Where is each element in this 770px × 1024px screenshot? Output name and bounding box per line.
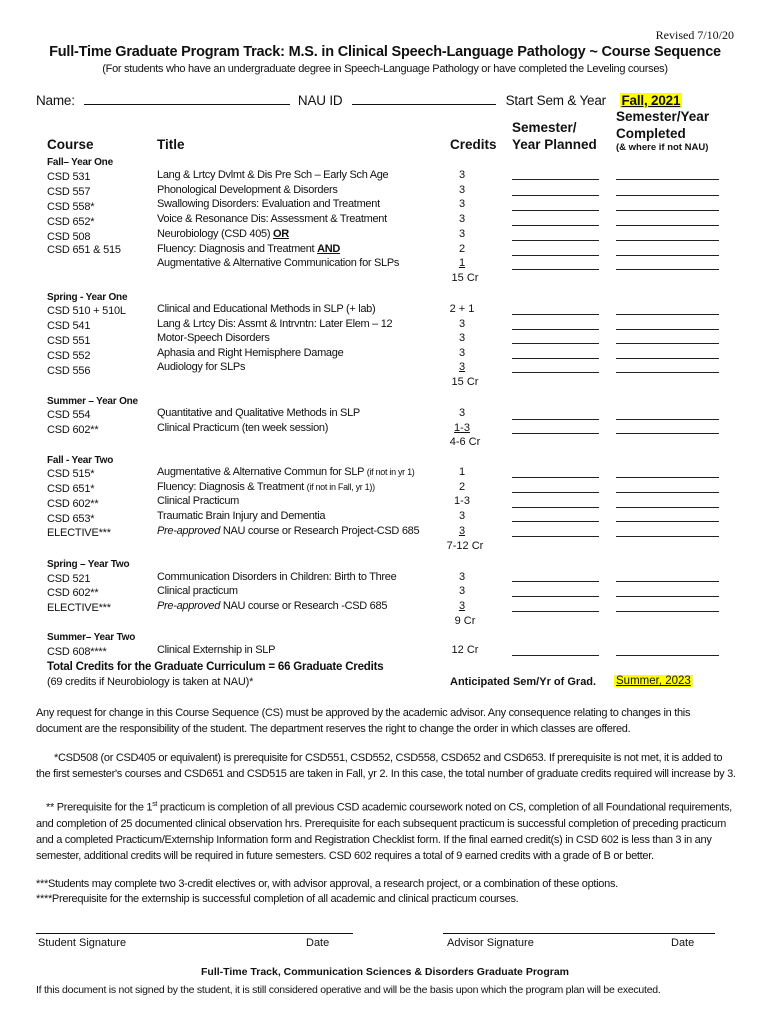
- semester-planned-blank[interactable]: [512, 254, 599, 256]
- semester-planned-blank[interactable]: [512, 268, 599, 270]
- course-title: Aphasia and Right Hemisphere Damage: [157, 347, 344, 359]
- anticipated-grad-label: Anticipated Sem/Yr of Grad.: [450, 676, 597, 688]
- course-note: (if not in Fall, yr 1)): [306, 482, 375, 492]
- course-code: CSD 552: [47, 350, 91, 362]
- course-credits: 3: [458, 332, 466, 344]
- semester-planned-blank[interactable]: [512, 520, 599, 522]
- course-code: CSD 508: [47, 231, 91, 243]
- course-credits: 2 + 1: [449, 303, 475, 315]
- semester-completed-blank[interactable]: [616, 418, 719, 420]
- semester-completed-blank[interactable]: [616, 491, 719, 493]
- semester-planned-blank[interactable]: [512, 371, 599, 373]
- semester-planned-blank[interactable]: [512, 535, 599, 537]
- semester-completed-blank[interactable]: [616, 342, 719, 344]
- course-code: CSD 551: [47, 335, 91, 347]
- semester-planned-blank[interactable]: [512, 654, 599, 656]
- course-code: ELECTIVE***: [47, 602, 111, 614]
- course-code: CSD 602**: [47, 498, 99, 510]
- elective-note: ***Students may complete two 3-credit electives or, with advisor approval, a research project, or a combination of these options.: [36, 878, 618, 890]
- semester-planned-blank[interactable]: [512, 194, 599, 196]
- semester-planned-blank[interactable]: [512, 224, 599, 226]
- semester-completed-blank[interactable]: [616, 313, 719, 315]
- course-title: Motor-Speech Disorders: [157, 332, 270, 344]
- semester-planned-blank[interactable]: [512, 595, 599, 597]
- semester-completed-blank[interactable]: [616, 194, 719, 196]
- course-credits: 3: [458, 361, 466, 373]
- course-credits: 3: [458, 571, 466, 583]
- column-title: Title: [157, 137, 185, 152]
- column-semester-completed-line1: Semester/Year: [616, 109, 710, 124]
- column-semester-completed-note: (& where if not NAU): [616, 142, 709, 153]
- total-credits-line: Total Credits for the Graduate Curriculum = 66 Graduate Credits: [47, 661, 384, 673]
- and-connector: AND: [317, 243, 341, 255]
- course-credits: 2: [458, 243, 466, 255]
- course-code: CSD 554: [47, 409, 91, 421]
- semester-planned-blank[interactable]: [512, 178, 599, 180]
- semester-completed-blank[interactable]: [616, 178, 719, 180]
- course-title: Audiology for SLPs: [157, 361, 246, 373]
- section-label-spring-year-one: Spring - Year One: [47, 292, 128, 303]
- course-code: CSD 652*: [47, 216, 95, 228]
- section-total-credits: 15 Cr: [451, 272, 479, 284]
- course-title: Augmentative & Alternative Commun for SLP: [157, 466, 367, 478]
- course-title: Lang & Lrtcy Dvlmt & Dis Pre Sch – Early Sch Age: [157, 169, 389, 181]
- semester-completed-blank[interactable]: [616, 610, 719, 612]
- course-credits: 1: [458, 466, 466, 478]
- course-code: CSD 541: [47, 320, 91, 332]
- course-title: Phonological Development & Disorders: [157, 184, 338, 196]
- semester-completed-blank[interactable]: [616, 357, 719, 359]
- course-title: Clinical practicum: [157, 585, 238, 597]
- start-sem-value: Fall, 2021: [621, 93, 681, 108]
- semester-planned-blank[interactable]: [512, 610, 599, 612]
- advisor-signature-line[interactable]: [443, 933, 715, 935]
- preapproved-label: Pre-approved: [157, 525, 221, 537]
- course-title: Voice & Resonance Dis: Assessment & Treatment: [157, 213, 387, 225]
- course-code: CSD 602**: [47, 424, 99, 436]
- course-credits: 3: [458, 347, 466, 359]
- course-title-row: [157, 525, 419, 537]
- name-field[interactable]: [84, 92, 290, 105]
- semester-planned-blank[interactable]: [512, 313, 599, 315]
- externship-note: ****Prerequisite for the externship is successful completion of all academic and clinical practicum courses.: [36, 893, 519, 905]
- semester-planned-blank[interactable]: [512, 506, 599, 508]
- semester-completed-blank[interactable]: [616, 371, 719, 373]
- footer-title: Full-Time Track, Communication Sciences & Disorders Graduate Program: [201, 966, 569, 978]
- course-title-row: [157, 228, 289, 240]
- course-title: Lang & Lrtcy Dis: Assmt & Intrvntn: Later Elem – 12: [157, 318, 393, 330]
- semester-completed-blank[interactable]: [616, 254, 719, 256]
- semester-completed-blank[interactable]: [616, 239, 719, 241]
- document-title: Full-Time Graduate Program Track: M.S. in Clinical Speech-Language Pathology ~ Course Sequence: [49, 44, 721, 60]
- course-credits: 2: [458, 481, 466, 493]
- section-total-credits: 15 Cr: [451, 376, 479, 388]
- superscript: st: [152, 801, 158, 808]
- course-credits: 3: [458, 525, 466, 537]
- course-credits: 3: [458, 228, 466, 240]
- course-credits: 3: [458, 213, 466, 225]
- course-title: Neurobiology (CSD 405): [157, 228, 273, 240]
- semester-planned-blank[interactable]: [512, 342, 599, 344]
- semester-completed-blank[interactable]: [616, 580, 719, 582]
- nau-id-field[interactable]: [352, 92, 496, 105]
- course-code: CSD 651 & 515: [47, 244, 121, 256]
- course-credits: 3: [458, 318, 466, 330]
- course-code: CSD 531: [47, 171, 91, 183]
- course-code: CSD 602**: [47, 587, 99, 599]
- advisor-date-label: Date: [671, 937, 695, 949]
- course-credits: 3: [458, 184, 466, 196]
- semester-planned-blank[interactable]: [512, 239, 599, 241]
- column-credits: Credits: [450, 137, 497, 152]
- section-label-fall-year-one: Fall– Year One: [47, 157, 113, 168]
- course-credits: 1-3: [454, 422, 470, 434]
- section-label-fall-year-two: Fall - Year Two: [47, 455, 114, 466]
- course-code: CSD 653*: [47, 513, 95, 525]
- section-total-credits: 12 Cr: [451, 644, 479, 656]
- section-total-credits: 9 Cr: [454, 615, 476, 627]
- course-title-row: [157, 243, 340, 255]
- course-title: NAU course or Research -CSD 685: [220, 600, 388, 612]
- semester-planned-blank[interactable]: [512, 328, 599, 330]
- semester-completed-blank[interactable]: [616, 506, 719, 508]
- course-credits: 3: [458, 169, 466, 181]
- student-id-line: [36, 92, 682, 108]
- course-credits: 3: [458, 407, 466, 419]
- semester-completed-blank[interactable]: [616, 224, 719, 226]
- course-credits: 3: [458, 600, 466, 612]
- course-title-row: [157, 600, 387, 612]
- student-date-label: Date: [306, 937, 330, 949]
- course-code: CSD 515*: [47, 468, 95, 480]
- semester-planned-blank[interactable]: [512, 491, 599, 493]
- course-title: Quantitative and Qualitative Methods in SLP: [157, 407, 360, 419]
- total-credits-neuro-note: (69 credits if Neurobiology is taken at NAU)*: [47, 676, 254, 688]
- name-label: Name:: [36, 93, 75, 108]
- column-semester-completed-line2: Completed: [616, 126, 686, 141]
- course-title: Clinical and Educational Methods in SLP (+ lab): [157, 303, 376, 315]
- semester-completed-blank[interactable]: [616, 535, 719, 537]
- semester-completed-blank[interactable]: [616, 476, 719, 478]
- course-code: CSD 556: [47, 365, 91, 377]
- course-title: NAU course or Research Project-CSD 685: [220, 525, 420, 537]
- course-title: Fluency: Diagnosis & Treatment: [157, 481, 307, 493]
- course-title: Fluency: Diagnosis and Treatment: [157, 243, 318, 255]
- advisor-signature-label: Advisor Signature: [447, 937, 534, 949]
- course-title: Swallowing Disorders: Evaluation and Treatment: [157, 198, 380, 210]
- anticipated-grad-value: Summer, 2023: [616, 675, 691, 687]
- preapproved-label: Pre-approved: [157, 600, 221, 612]
- revised-date: Revised 7/10/20: [655, 28, 734, 42]
- footer-note: If this document is not signed by the student, it is still considered operative and will be the basis upon which the program plan will be executed.: [36, 984, 661, 996]
- note-text: ** Prerequisite for the 1: [46, 801, 153, 814]
- start-sem-label: Start Sem & Year: [505, 93, 606, 108]
- change-request-paragraph: Any request for change in this Course Sequence (CS) must be approved by the academic advisor. Any consequence relating to changes in this document are the responsibility of the student. The department reserves the right to change the order in which classes are offered.: [36, 707, 691, 735]
- course-credits: 1: [458, 257, 466, 269]
- course-credits: 3: [458, 198, 466, 210]
- course-title: Traumatic Brain Injury and Dementia: [157, 510, 326, 522]
- semester-planned-blank[interactable]: [512, 357, 599, 359]
- document-subtitle: (For students who have an undergraduate degree in Speech-Language Pathology or have completed the Leveling courses): [102, 63, 668, 75]
- semester-completed-blank[interactable]: [616, 520, 719, 522]
- or-connector: OR: [273, 228, 289, 240]
- course-title: Clinical Externship in SLP: [157, 644, 276, 656]
- semester-completed-blank[interactable]: [616, 209, 719, 211]
- semester-completed-blank[interactable]: [616, 328, 719, 330]
- semester-planned-blank[interactable]: [512, 476, 599, 478]
- student-signature-label: Student Signature: [38, 937, 127, 949]
- course-code: CSD 521: [47, 573, 91, 585]
- semester-completed-blank[interactable]: [616, 432, 719, 434]
- course-credits: 3: [458, 585, 466, 597]
- semester-planned-blank[interactable]: [512, 580, 599, 582]
- semester-completed-blank[interactable]: [616, 595, 719, 597]
- course-credits: 3: [458, 510, 466, 522]
- section-label-summer-year-two: Summer– Year Two: [47, 632, 136, 643]
- course-code: CSD 558*: [47, 201, 95, 213]
- course-title: Communication Disorders in Children: Birth to Three: [157, 571, 397, 583]
- section-total-credits: 4-6 Cr: [449, 436, 481, 448]
- semester-planned-blank[interactable]: [512, 209, 599, 211]
- course-code: CSD 608****: [47, 646, 107, 658]
- course-code: CSD 651*: [47, 483, 95, 495]
- semester-completed-blank[interactable]: [616, 268, 719, 270]
- semester-planned-blank[interactable]: [512, 418, 599, 420]
- column-semester-planned-line2: Year Planned: [512, 137, 597, 152]
- course-title: Clinical Practicum (ten week session): [157, 422, 329, 434]
- note-text: practicum is completion of all previous CSD academic coursework noted on CS, completion of all Foundational requirements, and completion of 25 documented clinical observation hrs. Prerequisite for each subsequent practicum is successful completion of preceding practicum and a completed Practicum/Externship Information form and Registration Checklist form. If the final earned credit(s) in CSD 602 is less than 3 in any semester, additional credits will be required in future semesters. CSD 602 requires a total of 9 earned credits with a grade of B or better.: [36, 801, 732, 862]
- course-code: CSD 557: [47, 186, 91, 198]
- section-total-credits: 7-12 Cr: [446, 540, 484, 552]
- course-code: ELECTIVE***: [47, 527, 111, 539]
- column-course: Course: [47, 137, 94, 152]
- course-title-row: [157, 466, 414, 478]
- course-title-row: [157, 481, 375, 493]
- student-signature-line[interactable]: [36, 933, 353, 935]
- course-code: CSD 510 + 510L: [47, 305, 126, 317]
- column-semester-planned-line1: Semester/: [512, 120, 577, 135]
- course-title: Clinical Practicum: [157, 495, 240, 507]
- section-label-summer-year-one: Summer – Year One: [47, 396, 138, 407]
- prerequisite-note-2: [36, 797, 736, 864]
- nau-id-label: NAU ID: [297, 93, 343, 108]
- semester-planned-blank[interactable]: [512, 432, 599, 434]
- course-note: (if not in yr 1): [366, 467, 415, 477]
- course-credits: 1-3: [454, 495, 470, 507]
- semester-completed-blank[interactable]: [616, 654, 719, 656]
- course-title: Augmentative & Alternative Communication for SLPs: [157, 257, 400, 269]
- prerequisite-note-1: *CSD508 (or CSD405 or equivalent) is prerequisite for CSD551, CSD552, CSD558, CSD652 and CSD653. If prerequisite is not met, it is added to the first semester's courses and CSD651 and CSD515 are taken in Fall, yr 2. In this case, the total number of graduate credits required will increase by 3.: [36, 752, 736, 780]
- section-label-spring-year-two: Spring – Year Two: [47, 559, 130, 570]
